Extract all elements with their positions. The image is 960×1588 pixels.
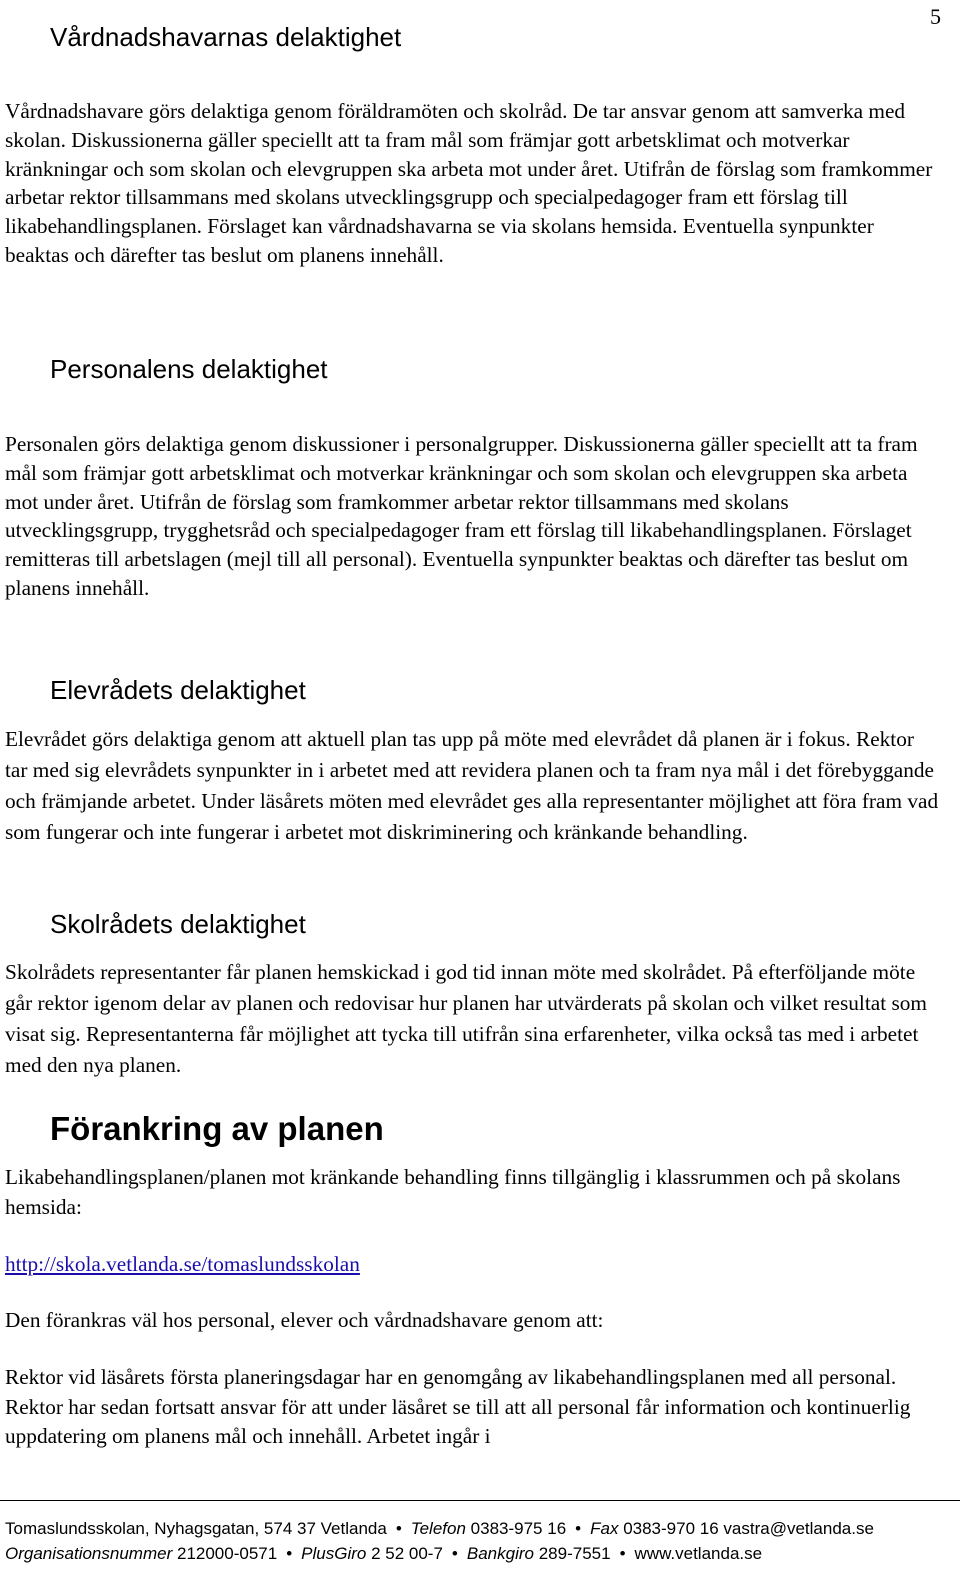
page-number: 5 xyxy=(930,4,941,29)
footer-address: Tomaslundsskolan, Nyhagsgatan, 574 37 Vetlanda xyxy=(5,1519,387,1538)
paragraph-student-council: Elevrådet görs delaktiga genom att aktuell plan tas upp på möte med elevrådet då planen är i fokus. Rektor tar med sig elevrådets synpunkter in i arbetet med att revidera planen och ta fram nya mål i det förebyggande och främjande arbetet. Under läsårets möten med elevrådet ges alla representanter möjlighet att föra fram vad som fungerar och inte fungerar i arbetet mot diskriminering och kränkande behandling. xyxy=(5,727,939,844)
heading-staff: Personalens delaktighet xyxy=(50,354,328,384)
school-website-link[interactable]: http://skola.vetlanda.se/tomaslundsskolan xyxy=(5,1252,360,1276)
heading-anchoring: Förankring av planen xyxy=(50,1110,384,1147)
paragraph-anchoring-text: Rektor vid läsårets första planeringsdagar har en genomgång av likabehandlingsplanen med all personal. Rektor har sedan fortsatt ansvar för att under läsåret se till att all personal får information och kontinuerlig uppdatering om planens mål och innehåll. Arbetet ingår i xyxy=(5,1365,911,1448)
heading-student-council: Elevrådets delaktighet xyxy=(50,675,306,705)
heading-guardians: Vårdnadshavarnas delaktighet xyxy=(50,22,402,52)
footer-fax: 0383-970 16 xyxy=(623,1519,719,1538)
footer-bankgiro-label: Bankgiro xyxy=(466,1544,534,1563)
paragraph-anchoring-lead: Den förankras väl hos personal, elever och vårdnadshavare genom att: xyxy=(5,1308,604,1332)
footer-website[interactable]: www.vetlanda.se xyxy=(634,1544,763,1563)
footer-email[interactable]: vastra@vetlanda.se xyxy=(723,1519,874,1538)
heading-school-council: Skolrådets delaktighet xyxy=(50,909,306,939)
paragraph-guardians: Vårdnadshavare görs delaktiga genom föräldramöten och skolråd. De tar ansvar genom att samverka med skolan. Diskussionerna gäller speciellt att ta fram mål som främjar gott arbetsklimat och motverkar kränkningar och som skolan och elevgruppen ska arbeta mot under året. Utifrån de förslag som framkommer arbetar rektor tillsammans med skolans utvecklingsgrupp och specialpedagoger fram ett förslag till likabehandlingsplanen. Förslaget kan vårdnadshavarna se via skolans hemsida. Eventuella synpunkter beaktas och därefter tas beslut om planens innehåll. xyxy=(5,99,933,267)
paragraph-staff: Personalen görs delaktiga genom diskussioner i personalgrupper. Diskussionerna gäller speciellt att ta fram mål som främjar gott arbetsklimat och motverkar kränkningar och som skolan och elevgruppen ska arbeta mot under året. Utifrån de förslag som framkommer arbetar rektor tillsammans med skolans utvecklingsgrupp, trygghetsråd och specialpedagoger fram ett förslag till likabehandlingsplanen. Förslaget remitteras till arbetslagen (mejl till all personal). Eventuella synpunkter beaktas och därefter tas beslut om planens innehåll. xyxy=(5,432,918,600)
footer-divider xyxy=(0,1500,960,1501)
footer-bankgiro: 289-7551 xyxy=(538,1544,611,1563)
footer-org: 212000-0571 xyxy=(176,1544,278,1563)
footer-bullet: • xyxy=(575,1519,582,1538)
school-website-link-line xyxy=(5,1250,940,1278)
footer-phone: 0383-975 16 xyxy=(470,1519,567,1538)
paragraph-school-council: Skolrådets representanter får planen hemskickad i god tid innan möte med skolrådet. På efterföljande möte går rektor igenom delar av planen och redovisar hur planen har utvärderats på skolan och vilket resultat som visat sig. Representanterna får möjlighet att tycka till utifrån sina erfarenheter, vilka också tas med i arbetet med den nya planen. xyxy=(5,960,927,1077)
footer-org-label: Organisationsnummer xyxy=(5,1544,173,1563)
footer-bullet: • xyxy=(286,1544,293,1563)
footer-phone-label: Telefon xyxy=(410,1519,466,1538)
footer-contact-line xyxy=(5,1519,874,1539)
footer-plusgiro: 2 52 00-7 xyxy=(371,1544,443,1563)
footer-bullet: • xyxy=(395,1519,402,1538)
paragraph-anchoring-intro: Likabehandlingsplanen/planen mot kränkande behandling finns tillgänglig i klassrummen och på skolans hemsida: xyxy=(5,1165,901,1219)
footer-fax-label: Fax xyxy=(590,1519,619,1538)
footer-bullet: • xyxy=(451,1544,458,1563)
footer-plusgiro-label: PlusGiro xyxy=(301,1544,367,1563)
footer-registration-line xyxy=(5,1544,762,1564)
footer-bullet: • xyxy=(619,1544,626,1563)
